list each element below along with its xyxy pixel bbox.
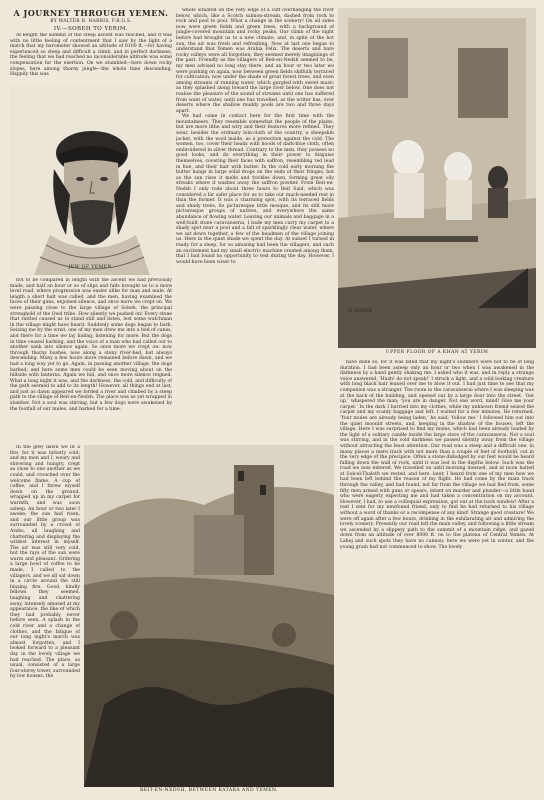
fort-illustration	[84, 445, 334, 787]
column-1-bottom-text	[10, 445, 80, 792]
column-1-top-paragraph: At length the summit of the steep ascent was reached, and it was with no little feeling of contentment that I saw by the light of a match that my barometer showed an altitude of 8100 ft.—for having experienced so steep and difficult a climb, and in perfect darkness, the feeling that we had reached no inconsiderable altitude was some compensation for the exertion. On we stumbled—here down rocky slopes, here among thorny jungle—the whole time descending. Happily this was	[10, 33, 172, 78]
portrait-illustration	[10, 85, 172, 275]
column-3-paragraph: have done so, for it was fated that my night's slumbers were not to be of long duration. I had been asleep only an hour or two when I was awakened in the darkness by a hand gently shaking me. I asked who it was, and in reply a strange voice answered, 'Hush! do not speak!' I struck a light, and a wild-looking creature with long black hair leaned over me to blow it out. I had just time to see that my companion was a stranger. The room in the caravanserai where I was sleeping was at the back of the building, and opened out by a large door into the street. 'Get up,' whispered the man; 'you are in danger. Not one word, mind! Give me your carpet.' In the dark I hurried into my clothes, while my unknown friend seized the carpet and my scanty baggage and left. I waited for a few minutes. He returned. 'Your mules are already being laden,' he said; 'follow me.' I followed him out into the quiet moonlit streets, and, keeping in the shadow of the houses, left the village. Here I was surprised to find my mules, which had been already loaded by the light of a solitary candle inside the large store of the caravanserai. Not a soul was stirring, and in the cold darkness we passed silently away from the village without attracting the least attention. Our road was a steep and a difficult one, in many places a mere track with not more than a couple of feet of foothold, cut in the very edge of the precipice. Often a stone dislodged by our feet would be heard falling down the wall of rock, until it was lost in the depths below. Such was the road we now entered. We travelled on until morning dawned, and at noon halted at Sok-el-Thaloth we rested, and here, later, I heard from one of my men how we had been left behind the reason of my flight. He had come by the main track through the valley, and had found, not far from the village we had fled from, some fifty men armed with guns or spears, intent on murder and plunder—a little band who were eagerly expecting me and had taken a concentration on my account. However, I had, to use a colloquial expression, got out at the back window! After a rest I sent for my newfound friend, only to find he had returned to his village without a word of thanks or a recompense of any kind! Strange good creature! We were off again after a few hours, drinking in the exhilarating air and admiring the lovely scenery. Presently our road left the main valley, and following a little stream we ascended by a slippery path to the summit of a mountain ridge, and gazed down from an altitude of over 8000 ft. on to the plateau of Central Yemen. At Lahej and such spots they have no cannon; here we were yet in winter, and the young grain had not commenced to show. The lovely	[340, 360, 534, 550]
khan-drawing	[338, 8, 536, 348]
khan-illustration	[338, 8, 536, 348]
column-2-paragraph-2: We had come in contact here for the first time with the mountaineers. They resemble somewhat the people of the plains, but are more lithe and wiry and their features more refined. They wear, besides the ordinary loin-cloth of the country, a sheepskin jacket, with the wool inside, as a protection against the cold. The women, too, cover their heads with hoods of dark-blue cloth, often embroidered in silver thread. Contrary to the men, they possess no good looks, and do everything in their power to disguise themselves, covering their faces with saffron, resembling red lead in hue, and their hair with butter. In the cold early morning the butter hangs in large solid drops on the ends of their fringes, but as the sun rises it melts and trickles down, forming great oily streaks where it washes away the saffron powder. From Beit-en-Nedsh I only rode about three hours to Beit Said, which was considered a far safer place for us to take our much-needed rest in than the former. It was a charming spot, with its terraced fields and shady trees, its picturesque little mosque, and its still more picturesque groups of natives, and everywhere the same abundance of flowing water. Leaving our animals and baggage in a well-built stone caravanserai, I bade my men carry my carpet to a shady spot near a pool and a fall of sparklingly clear water, where we sat down together, a few of the headmen of the village joining us. Here in the quiet shade we spent the day. At sunset I turned in ready for a sleep, for so amusing had been the villagers, and such an excitement had my small electric machine created among them, that I had found no opportunity to rest during the day. However, I would have been wiser to	[176, 114, 334, 265]
artist-signature: H.WHITE	[348, 308, 373, 314]
column-1-top-text	[10, 33, 172, 83]
khan-caption: UPPER FLOOR OF A KHAN AT YERIM	[385, 350, 489, 355]
fort-caption: BEIT-EN-NEDSH, BETWEEN KATABA AND YEMEN.	[139, 788, 279, 793]
section-heading: IV.—SOBEH TO YERIM.	[53, 26, 129, 32]
article-byline: BY WALTER B. HARRIS, F.R.G.S.	[50, 19, 132, 24]
column-1-middle-paragraph: not to be compared in length with the ascent we had previously made, and half an hour or so of slips and falls brought us to a more level road, where progression was easier alike for man and mule. At length a short halt was called, and the men, having examined the faces of their guns, enjoined silence, and once more we crept on. We were passing close to the large village of Sobeh, the principal stronghold of the Owd tribe. How silently we pushed on! Every stone that rattled caused us to stand still and listen, lest some watchman in the village might have heard. Suddenly some dogs began to bark. Seizing me by the wrist, one of my men drew me into a bed of canes, and there for a time we lay hiding, listening for more. But the dogs in time ceased barking, and the voice of a man who had called out to another sank into silence again. So once more we crept on: now through thorny bushes, now along a stony river-bed, but always descending. Many a few hours more remained before dawn, and we had a long way yet to go. Again, in passing another village, the dogs barked; and here some men could be seen moving about on the hillside with lanterns. Again we hid, and once more silence reigned. What a long night it was, and the darkness, the cold, and difficulty of the path seemed to add to its length! However, all things end at last, and just as dawn appeared we forded a river and climbed by a steep path to the village of Beit-en-Nedsh. The place was as yet wrapped in slumber. Not a soul was stirring, but a few dogs were awakened by the footfall of our mules, and barked for a time.	[10, 278, 172, 412]
jew-portrait-drawing	[10, 85, 172, 275]
column-2-paragraph-1: whole situated on the very edge of a cliff overhanging the river below, which, like a Scotch salmon-stream, dashed from rock to rock and pool to pool. What a change in the scenery! On all sides now were green fields and green trees, with a background of jungle-covered mountain and rocky peaks. Our climb of the night before had brought us to a new climate, and, in spite of the hot sun, the air was fresh and refreshing. Now at last one began to understand that Yemen was Arabia Felix. The deserts and bare rocky valleys were all forgotten; they seemed merely imaginings of the past. Friendly as the villagers of Beit-en-Nedsh seemed to be, my men advised no long stay there, and an hour or two later we were pushing on again, now between green fields skilfully terraced for cultivation, now under the shade of great forest trees, and even among streams of running water, which gurgled with sweet music as they splashed along toward the large river below. One does not realise the pleasure of the sound of streams until one has suffered from want of water, until one has travelled, as the writer has, over deserts where the shallow muddy pools are two and three days apart.	[176, 8, 334, 114]
column-1-middle-text	[10, 278, 172, 443]
column-3-text	[340, 360, 534, 792]
article-title: A JOURNEY THROUGH YEMEN.	[13, 8, 169, 18]
column-2-text	[176, 8, 334, 440]
fort-drawing	[84, 445, 334, 787]
portrait-caption: JEW OF YEMEN.	[68, 265, 114, 270]
column-1-bottom-paragraph: In the grey dawn we lit a fire, for it was bitterly cold; and my men and I, weary and shivering and hungry, crept as close to one another as we could, and crouched over the welcome flame. A cup of coffee, and I threw myself down on the ground, wrapped up in my carpet for warmth, and was soon asleep. An hour or two later I awoke; the sun had risen, and our little group was surrounded by a crowd of Arabs, all laughing and chattering and displaying the wildest interest in myself. The air was still very cold, but the rays of the sun were warm and pleasant. Ordering a large bowl of coffee to be made, I called to the villagers, and we all sat down in a circle around the still blazing fire. Good, kindly fellows they seemed, laughing and chattering away, intensely amused at my appearance, the like of which they had probably never before seen. A splash in the cold river and a change of clothes, and the fatigue of our long night's march was almost forgotten, and I looked forward to a pleasant day in the lovely village we had reached. The place, as usual, consisted of a large four-storey tower, surrounded by low houses, the	[10, 445, 80, 680]
